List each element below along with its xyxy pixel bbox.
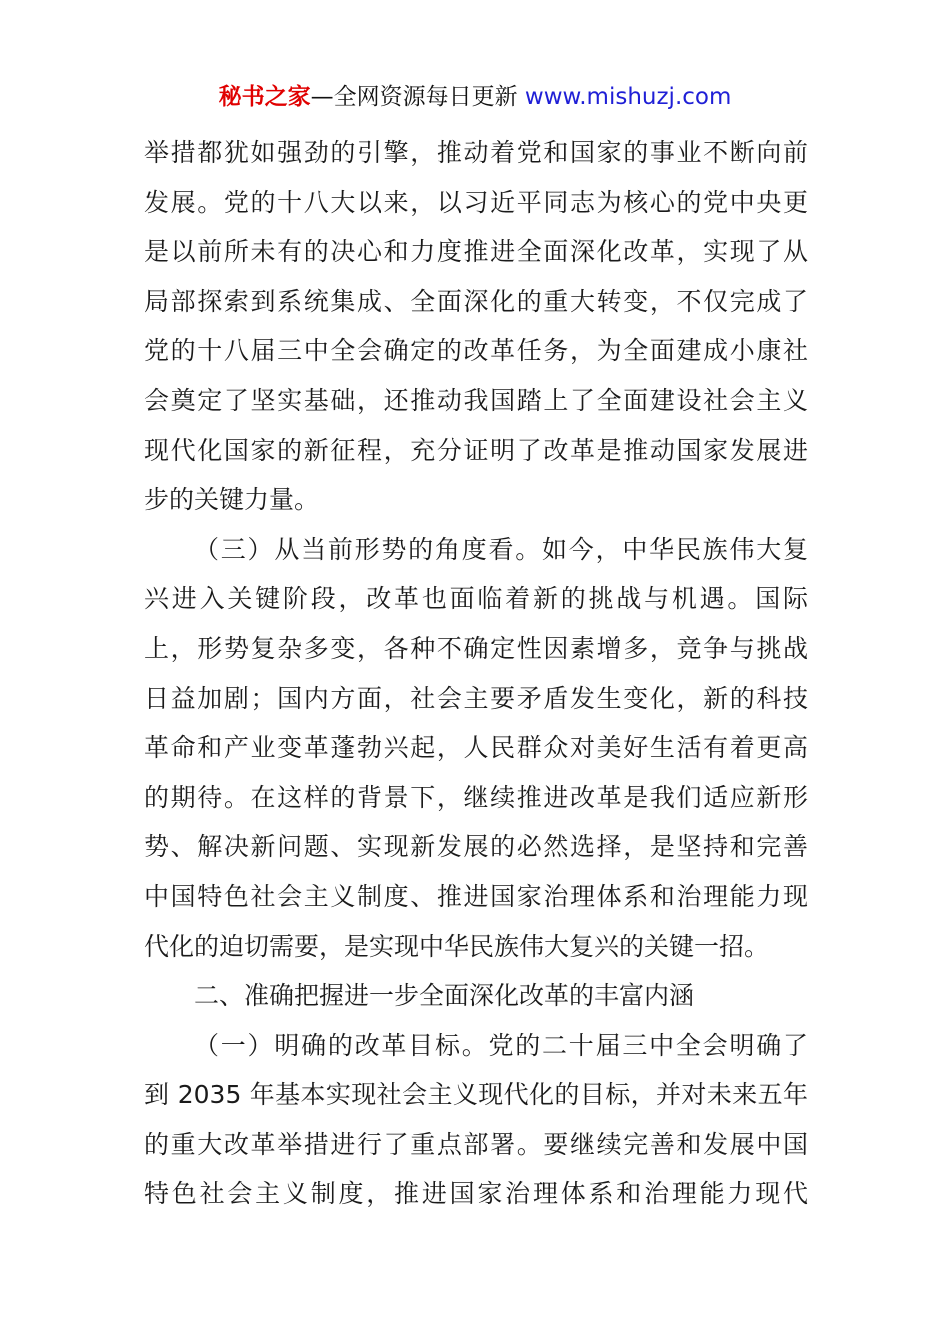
- site-tagline: —全网资源每日更新: [310, 84, 518, 110]
- text-line: 特色社会主义制度，推进国家治理体系和治理能力现代: [144, 1179, 808, 1209]
- text-line: 的期待。在这样的背景下，继续推进改革是我们适应新形: [144, 782, 808, 812]
- text-line: 代化的迫切需要，是实现中华民族伟大复兴的关键一招。: [144, 931, 770, 961]
- text-line: 上，形势复杂多变，各种不确定性因素增多，竞争与挑战: [144, 633, 808, 663]
- document-body: [144, 128, 808, 1219]
- paragraph-start-line: （三）从当前形势的角度看。如今，中华民族伟大复: [194, 534, 808, 564]
- site-brand: 秘书之家: [218, 84, 311, 110]
- text-line: 党的十八届三中全会确定的改革任务，为全面建成小康社: [144, 336, 808, 366]
- text-line: 举措都犹如强劲的引擎，推动着党和国家的事业不断向前: [144, 138, 808, 167]
- text-line: 兴进入关键阶段，改革也面临着新的挑战与机遇。国际: [144, 584, 808, 614]
- text-line: 发展。党的十八大以来，以习近平同志为核心的党中央更: [144, 187, 808, 217]
- text-line: 到 2035 年基本实现社会主义现代化的目标，并对未来五年: [144, 1080, 808, 1110]
- text-line: 革命和产业变革蓬勃兴起，人民群众对美好生活有着更高: [144, 733, 808, 763]
- site-url-link[interactable]: www.mishuzj.com: [524, 84, 732, 110]
- text-line: 会奠定了坚实基础，还推动我国踏上了全面建设社会主义: [144, 385, 808, 415]
- text-line: 势、解决新问题、实现新发展的必然选择，是坚持和完善: [144, 832, 808, 862]
- text-line: 日益加剧；国内方面，社会主要矛盾发生变化，新的科技: [144, 683, 808, 713]
- text-line: 中国特色社会主义制度、推进国家治理体系和治理能力现: [144, 881, 808, 911]
- text-line: 局部探索到系统集成、全面深化的重大转变，不仅完成了: [144, 286, 808, 316]
- text-line: 是以前所未有的决心和力度推进全面深化改革，实现了从: [144, 237, 808, 267]
- text-line: 的重大改革举措进行了重点部署。要继续完善和发展中国: [144, 1129, 808, 1159]
- text-line: 步的关键力量。: [144, 485, 320, 515]
- paragraph-start-line: （一）明确的改革目标。党的二十届三中全会明确了: [194, 1030, 808, 1060]
- site-header: [0, 80, 950, 114]
- text-line: 现代化国家的新征程，充分证明了改革是推动国家发展进: [144, 435, 808, 465]
- section-heading: 二、准确把握进一步全面深化改革的丰富内涵: [194, 981, 695, 1011]
